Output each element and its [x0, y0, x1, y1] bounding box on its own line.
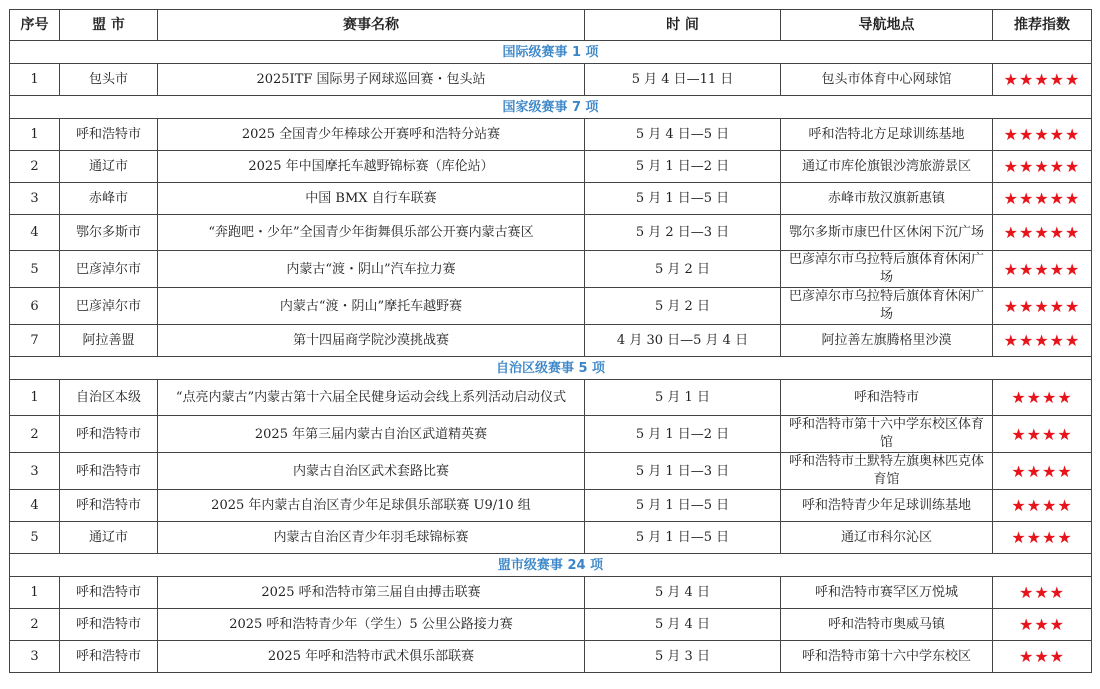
- cell-name: 内蒙古“渡・阴山”摩托车越野赛: [158, 288, 585, 325]
- table-row: [10, 522, 1092, 554]
- cell-rating: ★★★★★: [993, 288, 1092, 325]
- cell-index: 5: [10, 251, 60, 288]
- cell-name: 2025 呼和浩特市第三届自由搏击联赛: [158, 577, 585, 609]
- cell-name: 2025 年中国摩托车越野锦标赛（库伦站）: [158, 151, 585, 183]
- table-row: [10, 609, 1092, 641]
- cell-rating: ★★★★: [993, 490, 1092, 522]
- cell-location: 通辽市科尔沁区: [781, 522, 993, 554]
- table-row: [10, 251, 1092, 288]
- cell-index: 5: [10, 522, 60, 554]
- cell-time: 5 月 3 日: [585, 641, 781, 673]
- cell-index: 1: [10, 64, 60, 96]
- cell-rating: ★★★★★: [993, 251, 1092, 288]
- table-row: [10, 183, 1092, 215]
- cell-index: 1: [10, 577, 60, 609]
- cell-location: 赤峰市敖汉旗新惠镇: [781, 183, 993, 215]
- header-location: 导航地点: [781, 10, 993, 41]
- section-title: 国家级赛事 7 项: [10, 96, 1092, 119]
- cell-rating: ★★★★★: [993, 119, 1092, 151]
- cell-city: 呼和浩特市: [60, 609, 158, 641]
- cell-index: 7: [10, 325, 60, 357]
- cell-time: 5 月 1 日—2 日: [585, 151, 781, 183]
- cell-city: 呼和浩特市: [60, 453, 158, 490]
- cell-index: 2: [10, 151, 60, 183]
- cell-location-text: 呼和浩特市第十六中学东校区体育馆: [788, 417, 984, 450]
- table-row: [10, 325, 1092, 357]
- cell-rating: ★★★: [993, 577, 1092, 609]
- cell-name: [158, 380, 585, 416]
- cell-time: 4 月 30 日—5 月 4 日: [585, 325, 781, 357]
- cell-name: 2025 年第三届内蒙古自治区武道精英赛: [158, 416, 585, 453]
- cell-city: 自治区本级: [60, 380, 158, 416]
- cell-time: 5 月 2 日: [585, 288, 781, 325]
- cell-name: 2025 年呼和浩特市武术俱乐部联赛: [158, 641, 585, 673]
- cell-index: 3: [10, 183, 60, 215]
- cell-time: 5 月 1 日—3 日: [585, 453, 781, 490]
- cell-name: 中国 BMX 自行车联赛: [158, 183, 585, 215]
- header-city: 盟 市: [60, 10, 158, 41]
- header-rating: 推荐指数: [993, 10, 1092, 41]
- cell-name: 2025ITF 国际男子网球巡回赛・包头站: [158, 64, 585, 96]
- cell-time: 5 月 4 日: [585, 577, 781, 609]
- cell-name: 第十四届商学院沙漠挑战赛: [158, 325, 585, 357]
- cell-index: 3: [10, 453, 60, 490]
- section-row: [10, 554, 1092, 577]
- cell-city: 赤峰市: [60, 183, 158, 215]
- cell-name: 内蒙古自治区武术套路比赛: [158, 453, 585, 490]
- section-title: 国际级赛事 1 项: [10, 41, 1092, 64]
- cell-rating: ★★★★: [993, 453, 1092, 490]
- table-row: [10, 119, 1092, 151]
- table-row: [10, 641, 1092, 673]
- section-row: [10, 41, 1092, 64]
- table-header: [10, 10, 1092, 41]
- cell-city: 鄂尔多斯市: [60, 215, 158, 251]
- cell-city: 呼和浩特市: [60, 490, 158, 522]
- cell-rating: ★★★: [993, 641, 1092, 673]
- cell-location: [781, 453, 993, 490]
- cell-index: 4: [10, 215, 60, 251]
- table-row: [10, 416, 1092, 453]
- cell-location: 通辽市库伦旗银沙湾旅游景区: [781, 151, 993, 183]
- section-title: 盟市级赛事 24 项: [10, 554, 1092, 577]
- cell-time: 5 月 1 日—5 日: [585, 490, 781, 522]
- cell-city: 通辽市: [60, 522, 158, 554]
- cell-city: 呼和浩特市: [60, 416, 158, 453]
- cell-time: 5 月 1 日—5 日: [585, 522, 781, 554]
- cell-location: 呼和浩特市奥威马镇: [781, 609, 993, 641]
- cell-location: [781, 416, 993, 453]
- table-row: [10, 490, 1092, 522]
- section-title: 自治区级赛事 5 项: [10, 357, 1092, 380]
- cell-rating: ★★★★★: [993, 151, 1092, 183]
- cell-time: 5 月 1 日—5 日: [585, 183, 781, 215]
- table-row: [10, 288, 1092, 325]
- cell-index: 6: [10, 288, 60, 325]
- cell-location-text: 巴彦淖尔市乌拉特后旗体育休闲广场: [788, 252, 984, 285]
- cell-rating: ★★★★★: [993, 64, 1092, 96]
- cell-rating: ★★★★: [993, 522, 1092, 554]
- cell-index: 1: [10, 119, 60, 151]
- cell-name: 2025 年内蒙古自治区青少年足球俱乐部联赛 U9/10 组: [158, 490, 585, 522]
- cell-time: 5 月 2 日—3 日: [585, 215, 781, 251]
- cell-name: 2025 呼和浩特青少年（学生）5 公里公路接力赛: [158, 609, 585, 641]
- cell-time: 5 月 4 日—11 日: [585, 64, 781, 96]
- events-table: [9, 9, 1092, 673]
- cell-rating: ★★★: [993, 609, 1092, 641]
- section-row: [10, 96, 1092, 119]
- cell-location: 呼和浩特市赛罕区万悦城: [781, 577, 993, 609]
- table-row: [10, 64, 1092, 96]
- cell-name: 内蒙古自治区青少年羽毛球锦标赛: [158, 522, 585, 554]
- cell-index: 3: [10, 641, 60, 673]
- cell-time: 5 月 1 日—2 日: [585, 416, 781, 453]
- cell-location: [781, 288, 993, 325]
- table-body: [10, 41, 1092, 673]
- cell-rating: ★★★★★: [993, 183, 1092, 215]
- cell-location-text: 鄂尔多斯市康巴什区休闲下沉广场: [788, 224, 984, 240]
- cell-location: 阿拉善左旗腾格里沙漠: [781, 325, 993, 357]
- cell-index: 1: [10, 380, 60, 416]
- table-row: [10, 453, 1092, 490]
- cell-location: 呼和浩特市: [781, 380, 993, 416]
- cell-location: 呼和浩特北方足球训练基地: [781, 119, 993, 151]
- cell-location: [781, 251, 993, 288]
- cell-name: 内蒙古“渡・阴山”汽车拉力赛: [158, 251, 585, 288]
- cell-location-text: 呼和浩特市土默特左旗奥林匹克体育馆: [788, 454, 984, 487]
- cell-city: 巴彦淖尔市: [60, 251, 158, 288]
- cell-location: 呼和浩特青少年足球训练基地: [781, 490, 993, 522]
- cell-time: 5 月 4 日: [585, 609, 781, 641]
- header-name: 赛事名称: [158, 10, 585, 41]
- cell-location: [781, 215, 993, 251]
- cell-index: 2: [10, 416, 60, 453]
- table-row: [10, 151, 1092, 183]
- cell-city: 呼和浩特市: [60, 641, 158, 673]
- cell-index: 4: [10, 490, 60, 522]
- cell-index: 2: [10, 609, 60, 641]
- cell-location-text: 巴彦淖尔市乌拉特后旗体育休闲广场: [788, 289, 984, 322]
- header-index: 序号: [10, 10, 60, 41]
- cell-rating: ★★★★: [993, 380, 1092, 416]
- cell-time: 5 月 4 日—5 日: [585, 119, 781, 151]
- table-row: [10, 215, 1092, 251]
- cell-city: 通辽市: [60, 151, 158, 183]
- cell-city: 阿拉善盟: [60, 325, 158, 357]
- table-row: [10, 380, 1092, 416]
- cell-city: 呼和浩特市: [60, 119, 158, 151]
- cell-name: “奔跑吧・少年”全国青少年街舞俱乐部公开赛内蒙古赛区: [158, 215, 585, 251]
- cell-rating: ★★★★★: [993, 215, 1092, 251]
- section-row: [10, 357, 1092, 380]
- cell-location: 呼和浩特市第十六中学东校区: [781, 641, 993, 673]
- cell-time: 5 月 2 日: [585, 251, 781, 288]
- cell-city: 呼和浩特市: [60, 577, 158, 609]
- cell-name-text: “点亮内蒙古”内蒙古第十六届全民健身运动会线上系列活动启动仪式: [175, 389, 567, 405]
- cell-city: 巴彦淖尔市: [60, 288, 158, 325]
- cell-location: 包头市体育中心网球馆: [781, 64, 993, 96]
- cell-rating: ★★★★: [993, 416, 1092, 453]
- cell-city: 包头市: [60, 64, 158, 96]
- header-time: 时 间: [585, 10, 781, 41]
- cell-time: 5 月 1 日: [585, 380, 781, 416]
- cell-rating: ★★★★★: [993, 325, 1092, 357]
- cell-name: 2025 全国青少年棒球公开赛呼和浩特分站赛: [158, 119, 585, 151]
- table-row: [10, 577, 1092, 609]
